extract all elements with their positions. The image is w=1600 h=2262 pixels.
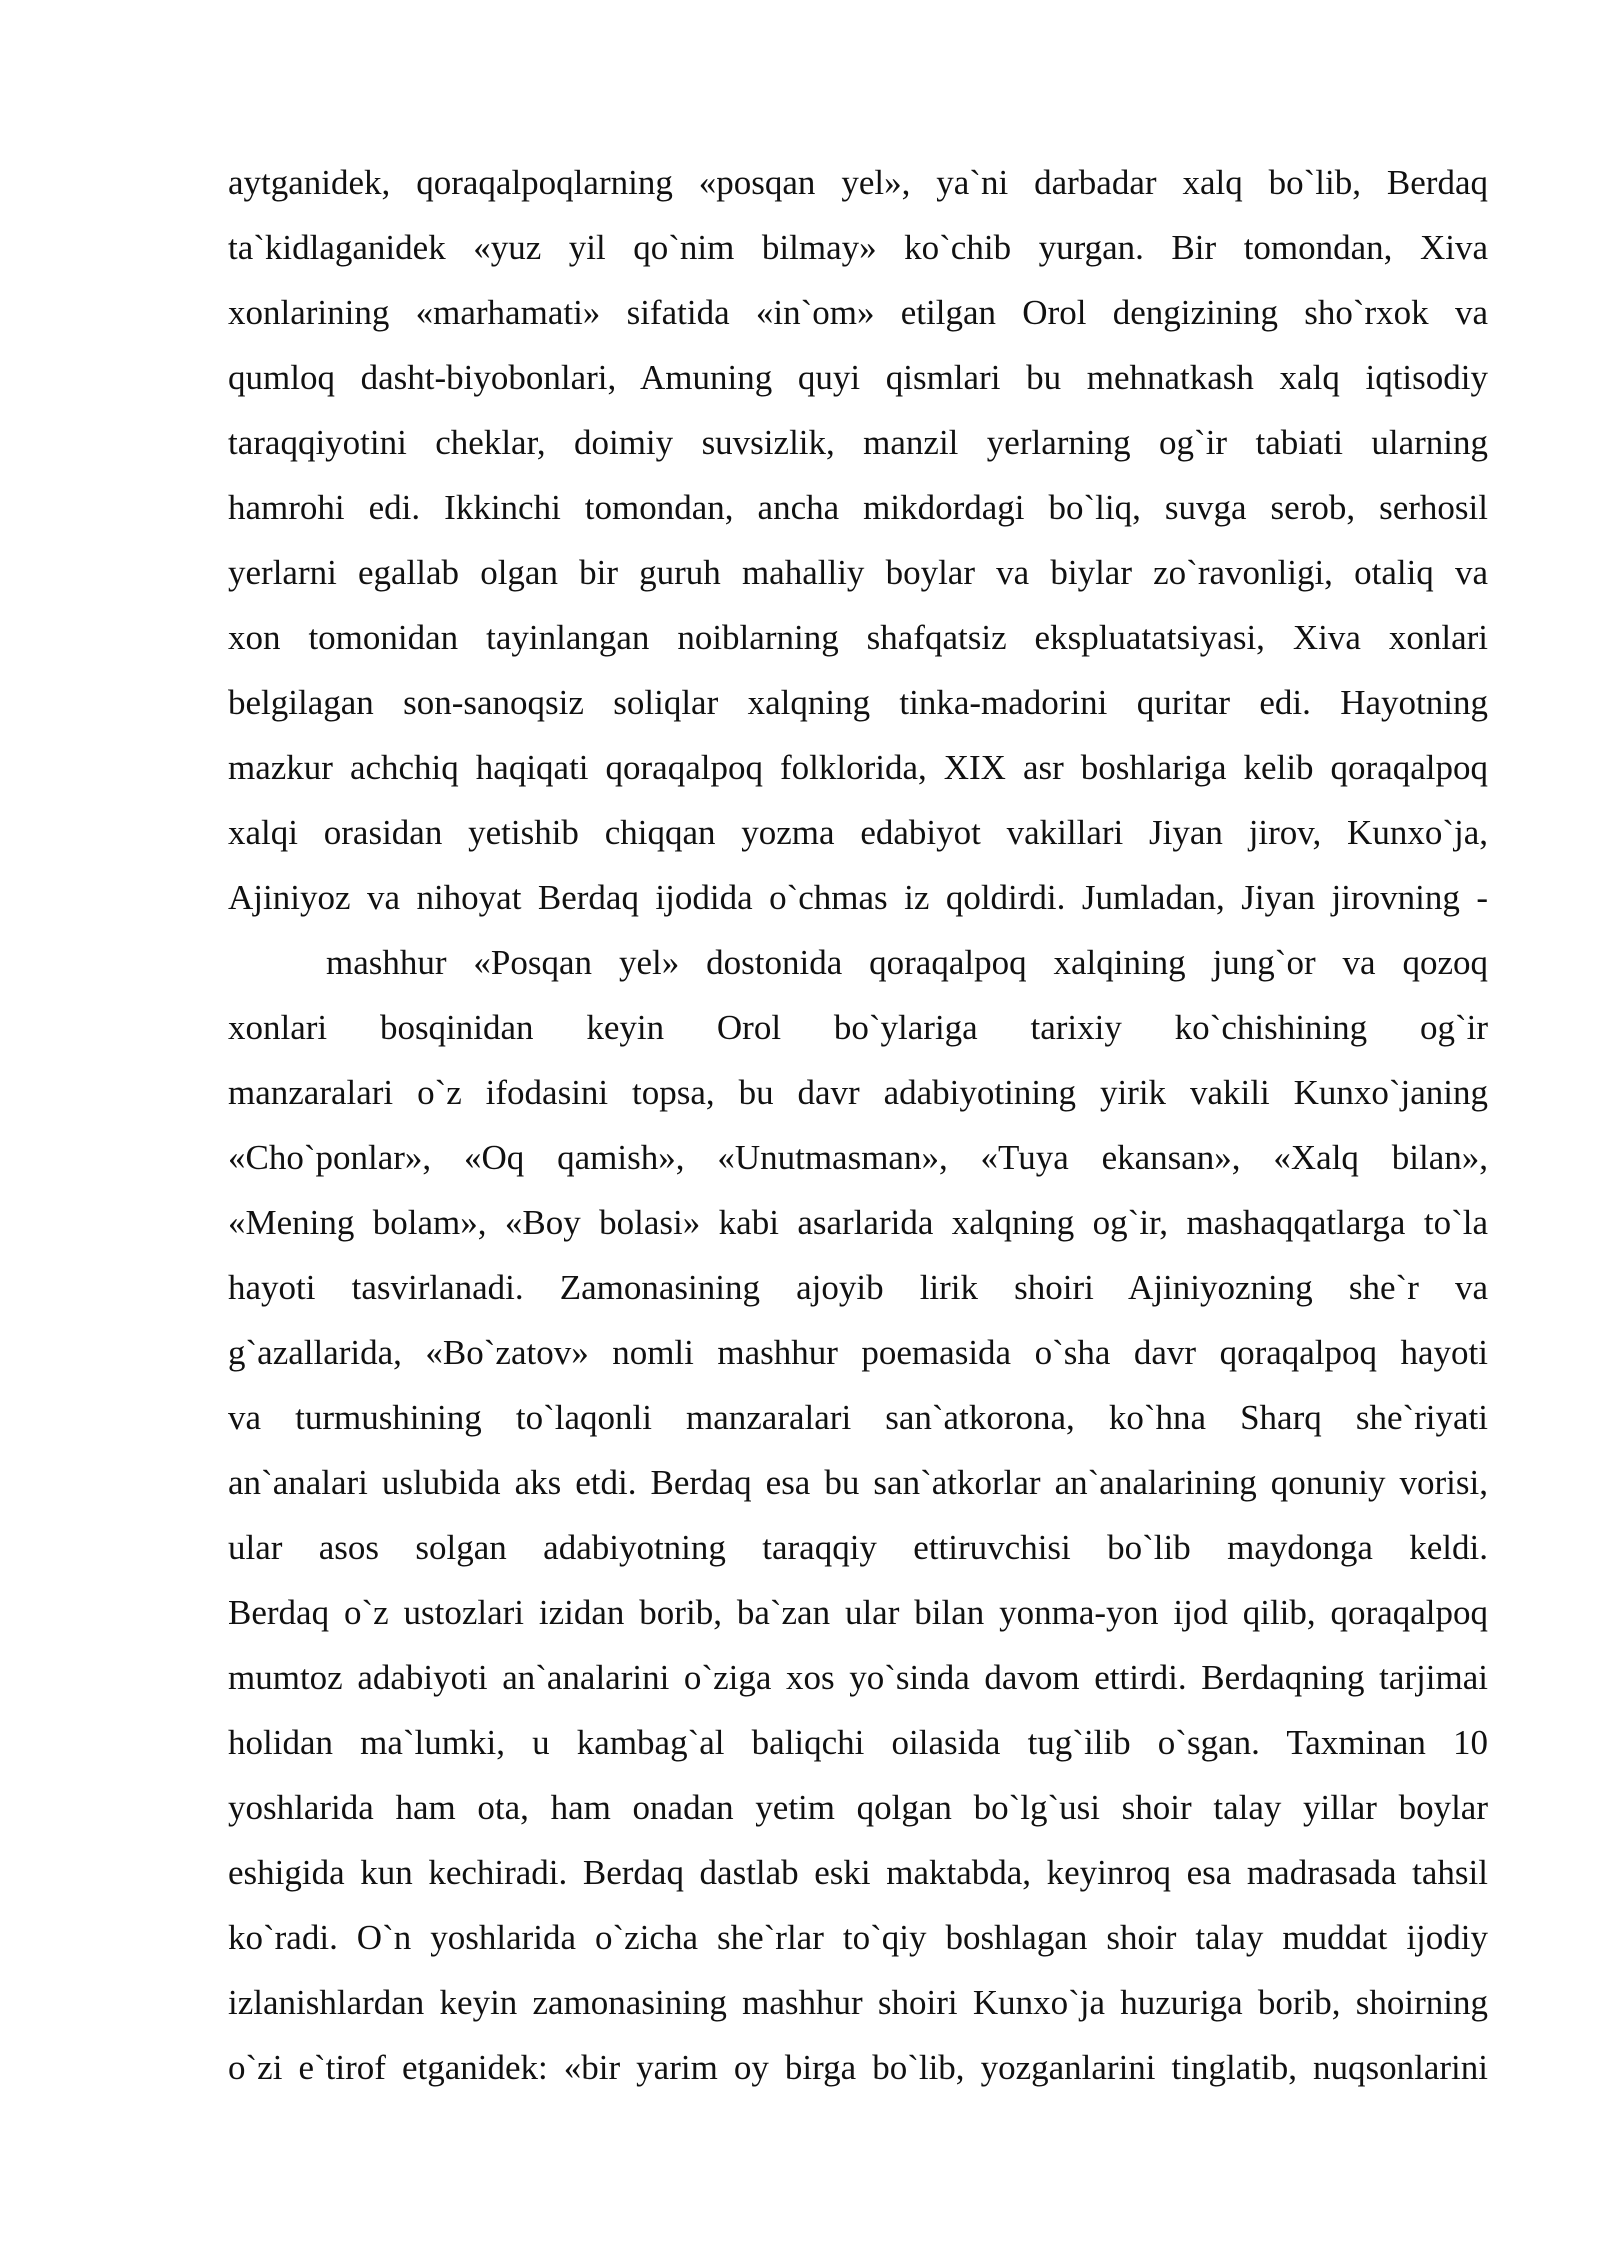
text-line: o`zi e`tirof etganidek: «bir yarim oy birga bo`lib, yozganlarini tinglatib, nuqsonlarini bbox=[228, 2048, 1488, 2087]
text-line: yoshlarida ham ota, ham onadan yetim qolgan bo`lg`usi shoir talay yillar boylar bbox=[228, 1788, 1488, 1827]
text-line: taraqqiyotini cheklar, doimiy suvsizlik, manzil yerlarning og`ir tabiati ularning bbox=[228, 423, 1488, 462]
text-line: eshigida kun kechiradi. Berdaq dastlab eski maktabda, keyinroq esa madrasada tahsil bbox=[228, 1853, 1488, 1892]
text-line: Ajiniyoz va nihoyat Berdaq ijodida o`chmas iz qoldirdi. Jumladan, Jiyan jirovning - bbox=[228, 878, 1488, 917]
text-line: xonlari bosqinidan keyin Orol bo`ylariga tarixiy ko`chishining og`ir bbox=[228, 1008, 1488, 1047]
text-line: xonlarining «marhamati» sifatida «in`om» etilgan Orol dengizining sho`rxok va bbox=[228, 293, 1488, 332]
text-line: mazkur achchiq haqiqati qoraqalpoq folklorida, XIX asr boshlariga kelib qoraqalpoq bbox=[228, 748, 1488, 787]
text-line: «Cho`ponlar», «Oq qamish», «Unutmasman», «Tuya ekansan», «Xalq bilan», bbox=[228, 1138, 1488, 1177]
text-line: manzaralari o`z ifodasini topsa, bu davr adabiyotining yirik vakili Kunxo`janing bbox=[228, 1073, 1488, 1112]
text-line: aytganidek, qoraqalpoqlarning «posqan yel», ya`ni darbadar xalq bo`lib, Berdaq bbox=[228, 163, 1488, 202]
text-line: mumtoz adabiyoti an`analarini o`ziga xos yo`sinda davom ettirdi. Berdaqning tarjimai bbox=[228, 1658, 1488, 1697]
text-line: yerlarni egallab olgan bir guruh mahalliy boylar va biylar zo`ravonligi, otaliq va bbox=[228, 553, 1488, 592]
body-text bbox=[228, 150, 1488, 2100]
text-line: Berdaq o`z ustozlari izidan borib, ba`zan ular bilan yonma-yon ijod qilib, qoraqalpoq bbox=[228, 1593, 1488, 1632]
text-line: qumloq dasht-biyobonlari, Amuning quyi qismlari bu mehnatkash xalq iqtisodiy bbox=[228, 358, 1488, 397]
text-line: g`azallarida, «Bo`zatov» nomli mashhur poemasida o`sha davr qoraqalpoq hayoti bbox=[228, 1333, 1488, 1372]
text-line: ko`radi. O`n yoshlarida o`zicha she`rlar to`qiy boshlagan shoir talay muddat ijodiy bbox=[228, 1918, 1488, 1957]
paragraph-first-line: mashhur «Posqan yel» dostonida qoraqalpoq xalqining jung`or va qozoq bbox=[326, 943, 1488, 982]
text-line: belgilagan son-sanoqsiz soliqlar xalqning tinka-madorini quritar edi. Hayotning bbox=[228, 683, 1488, 722]
text-line: «Mening bolam», «Boy bolasi» kabi asarlarida xalqning og`ir, mashaqqatlarga to`la bbox=[228, 1203, 1488, 1242]
text-line: an`analari uslubida aks etdi. Berdaq esa bu san`atkorlar an`analarining qonuniy vorisi, bbox=[228, 1463, 1488, 1502]
text-line: izlanishlardan keyin zamonasining mashhur shoiri Kunxo`ja huzuriga borib, shoirning bbox=[228, 1983, 1488, 2022]
text-line: hayoti tasvirlanadi. Zamonasining ajoyib lirik shoiri Ajiniyozning she`r va bbox=[228, 1268, 1488, 1307]
text-line: ular asos solgan adabiyotning taraqqiy ettiruvchisi bo`lib maydonga keldi. bbox=[228, 1528, 1488, 1567]
text-line: ta`kidlaganidek «yuz yil qo`nim bilmay» ko`chib yurgan. Bir tomondan, Xiva bbox=[228, 228, 1488, 267]
text-line: xon tomonidan tayinlangan noiblarning shafqatsiz ekspluatatsiyasi, Xiva xonlari bbox=[228, 618, 1488, 657]
text-line: hamrohi edi. Ikkinchi tomondan, ancha mikdordagi bo`liq, suvga serob, serhosil bbox=[228, 488, 1488, 527]
text-line: holidan ma`lumki, u kambag`al baliqchi oilasida tug`ilib o`sgan. Taxminan 10 bbox=[228, 1723, 1488, 1762]
text-line: xalqi orasidan yetishib chiqqan yozma edabiyot vakillari Jiyan jirov, Kunxo`ja, bbox=[228, 813, 1488, 852]
text-line: va turmushining to`laqonli manzaralari san`atkorona, ko`hna Sharq she`riyati bbox=[228, 1398, 1488, 1437]
